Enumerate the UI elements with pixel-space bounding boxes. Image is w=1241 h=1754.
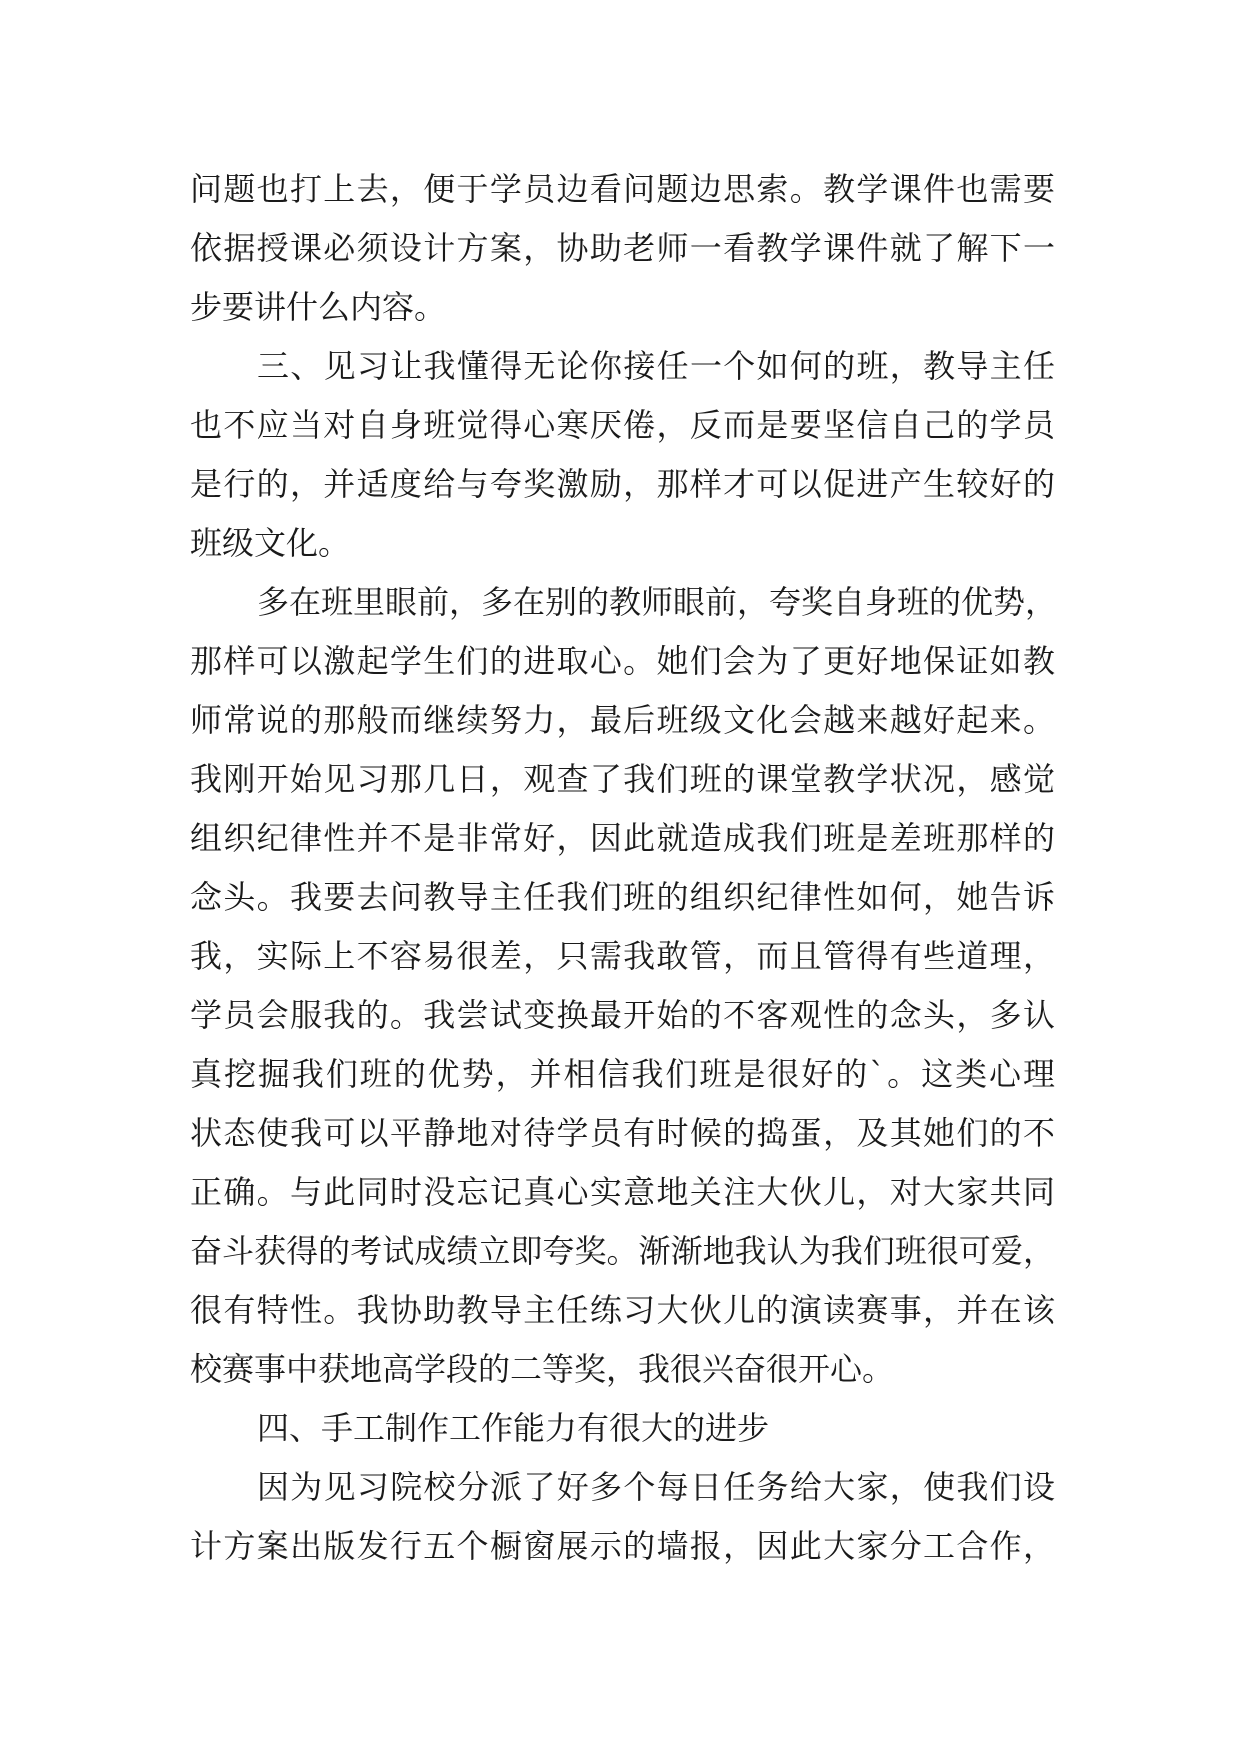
text-line: 很有特性。我协助教导主任练习大伙儿的演读赛事，并在该 <box>190 1291 1055 1329</box>
text-line: 多在班里眼前，多在别的教师眼前，夸奖自身班的优势， <box>257 583 1058 621</box>
text-line: 四、手工制作工作能力有很大的进步 <box>257 1409 770 1447</box>
body-text <box>190 160 1058 1576</box>
paragraph-praise <box>190 573 1058 1399</box>
text-line: 正确。与此同时没忘记真心实意地关注大伙儿，对大家共同 <box>190 1173 1055 1211</box>
text-line: 也不应当对自身班觉得心寒厌倦，反而是要坚信自己的学员 <box>190 406 1055 444</box>
paragraph-tasks <box>190 1458 1055 1576</box>
text-line: 我刚开始见习那几日，观查了我们班的课堂教学状况，感觉 <box>190 760 1055 798</box>
paragraph-three <box>190 337 1055 573</box>
text-line: 因为见习院校分派了好多个每日任务给大家，使我们设 <box>257 1468 1055 1506</box>
text-line: 步要讲什么内容。 <box>190 288 447 326</box>
text-line: 组织纪律性并不是非常好，因此就造成我们班是差班那样的 <box>190 819 1055 857</box>
paragraph-continuation <box>190 160 1055 337</box>
text-line: 校赛事中获地高学段的二等奖，我很兴奋很开心。 <box>190 1350 895 1388</box>
text-line: 是行的，并适度给与夸奖激励，那样才可以促进产生较好的 <box>190 465 1055 503</box>
text-line: 念头。我要去问教导主任我们班的组织纪律性如何，她告诉 <box>190 878 1055 916</box>
text-line: 那样可以激起学生们的进取心。她们会为了更好地保证如教 <box>190 642 1055 680</box>
text-line: 我，实际上不容易很差，只需我敢管，而且管得有些道理， <box>190 937 1055 975</box>
paragraph-four <box>190 1399 1055 1458</box>
text-line: 三、见习让我懂得无论你接任一个如何的班，教导主任 <box>257 347 1055 385</box>
text-line: 奋斗获得的考试成绩立即夸奖。渐渐地我认为我们班很可爱， <box>190 1232 1055 1270</box>
text-line: 班级文化。 <box>190 524 351 562</box>
text-line: 问题也打上去，便于学员边看问题边思索。教学课件也需要 <box>190 170 1055 208</box>
text-line: 真挖掘我们班的优势，并相信我们班是很好的`。这类心理 <box>190 1055 1055 1093</box>
text-line: 依据授课必须设计方案，协助老师一看教学课件就了解下一 <box>190 229 1055 267</box>
text-line: 师常说的那般而继续努力，最后班级文化会越来越好起来。 <box>190 701 1055 739</box>
text-line: 状态使我可以平静地对待学员有时候的捣蛋，及其她们的不 <box>190 1114 1055 1152</box>
text-line: 学员会服我的。我尝试变换最开始的不客观性的念头，多认 <box>190 996 1055 1034</box>
text-line: 计方案出版发行五个橱窗展示的墙报，因此大家分工合作， <box>190 1527 1055 1565</box>
